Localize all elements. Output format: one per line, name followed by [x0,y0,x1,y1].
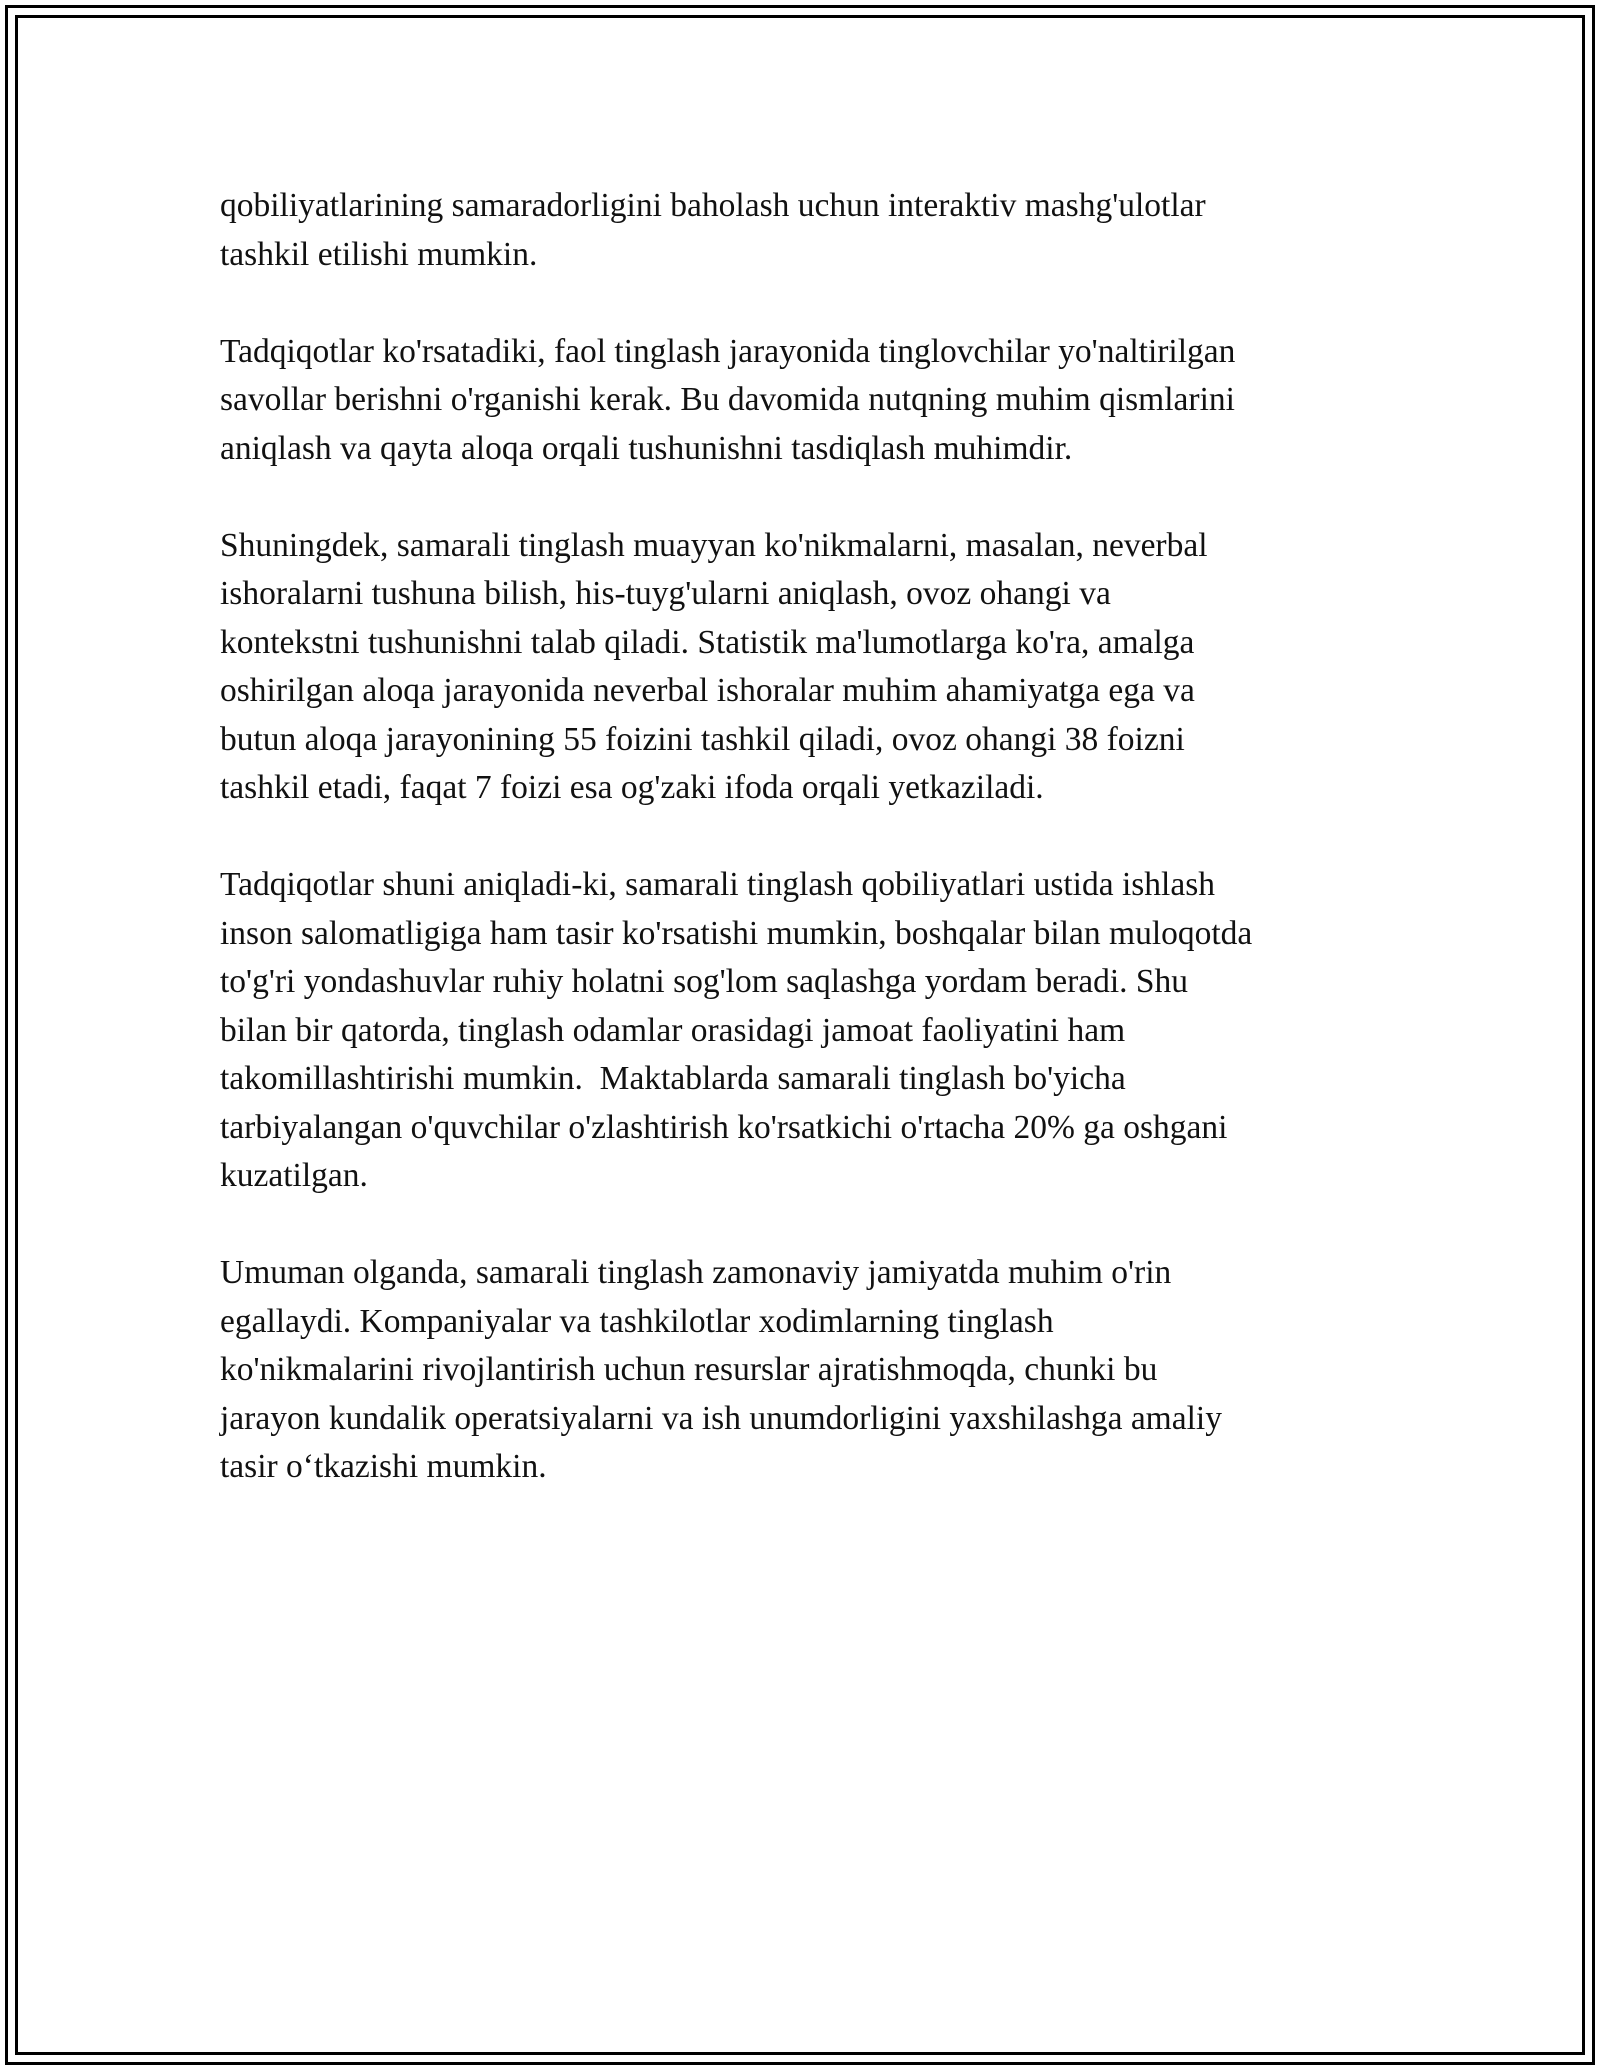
paragraph-2: Tadqiqotlar ko'rsatadiki, faol tinglash jarayonida tinglovchilar yo'naltirilgan savollar berishni o'rganishi kerak. Bu davomida nutqning muhim qismlarini aniqlash va qayta aloqa orqali tushunishni tasdiqlash muhimdir. [220,332,1236,467]
document-body [220,182,1370,1540]
paragraph-1: qobiliyatlarining samaradorligini baholash uchun interaktiv mashg'ulotlar tashkil etilishi mumkin. [220,187,1206,273]
paragraph-5: Umuman olganda, samarali tinglash zamonaviy jamiyatda muhim o'rin egallaydi. Kompaniyalar va tashkilotlar xodimlarning tinglash ko'nikmalarini rivojlantirish uchun resurslar ajratishmoqda, chunki bu jarayon kundalik operatsiyalarni va ish unumdorligini yaxshilashga amaliy tasir o‘tkazishi mumkin. [220,1254,1222,1485]
paragraph-3: Shuningdek, samarali tinglash muayyan ko'nikmalarni, masalan, neverbal ishoralarni tushuna bilish, his-tuyg'ularni aniqlash, ovoz ohangi va kontekstni tushunishni talab qiladi. Statistik ma'lumotlarga ko'ra, amalga oshirilgan aloqa jarayonida neverbal ishoralar muhim ahamiyatga ega va butun aloqa jarayonining 55 foizini tashkil qiladi, ovoz ohangi 38 foizni tashkil etadi, faqat 7 foizi esa og'zaki ifoda orqali yetkaziladi. [220,526,1208,806]
paragraph-4: Tadqiqotlar shuni aniqladi-ki, samarali tinglash qobiliyatlari ustida ishlash inson salomatligiga ham tasir ko'rsatishi mumkin, boshqalar bilan muloqotda to'g'ri yondashuvlar ruhiy holatni sog'lom saqlashga yordam beradi. Shu bilan bir qatorda, tinglash odamlar orasidagi jamoat faoliyatini ham takomillashtirishi mumkin. Maktablarda samarali tinglash bo'yicha tarbiyalangan o'quvchilar o'zlashtirish ko'rsatkichi o'rtacha 20% ga oshgani kuzatilgan. [220,866,1253,1194]
